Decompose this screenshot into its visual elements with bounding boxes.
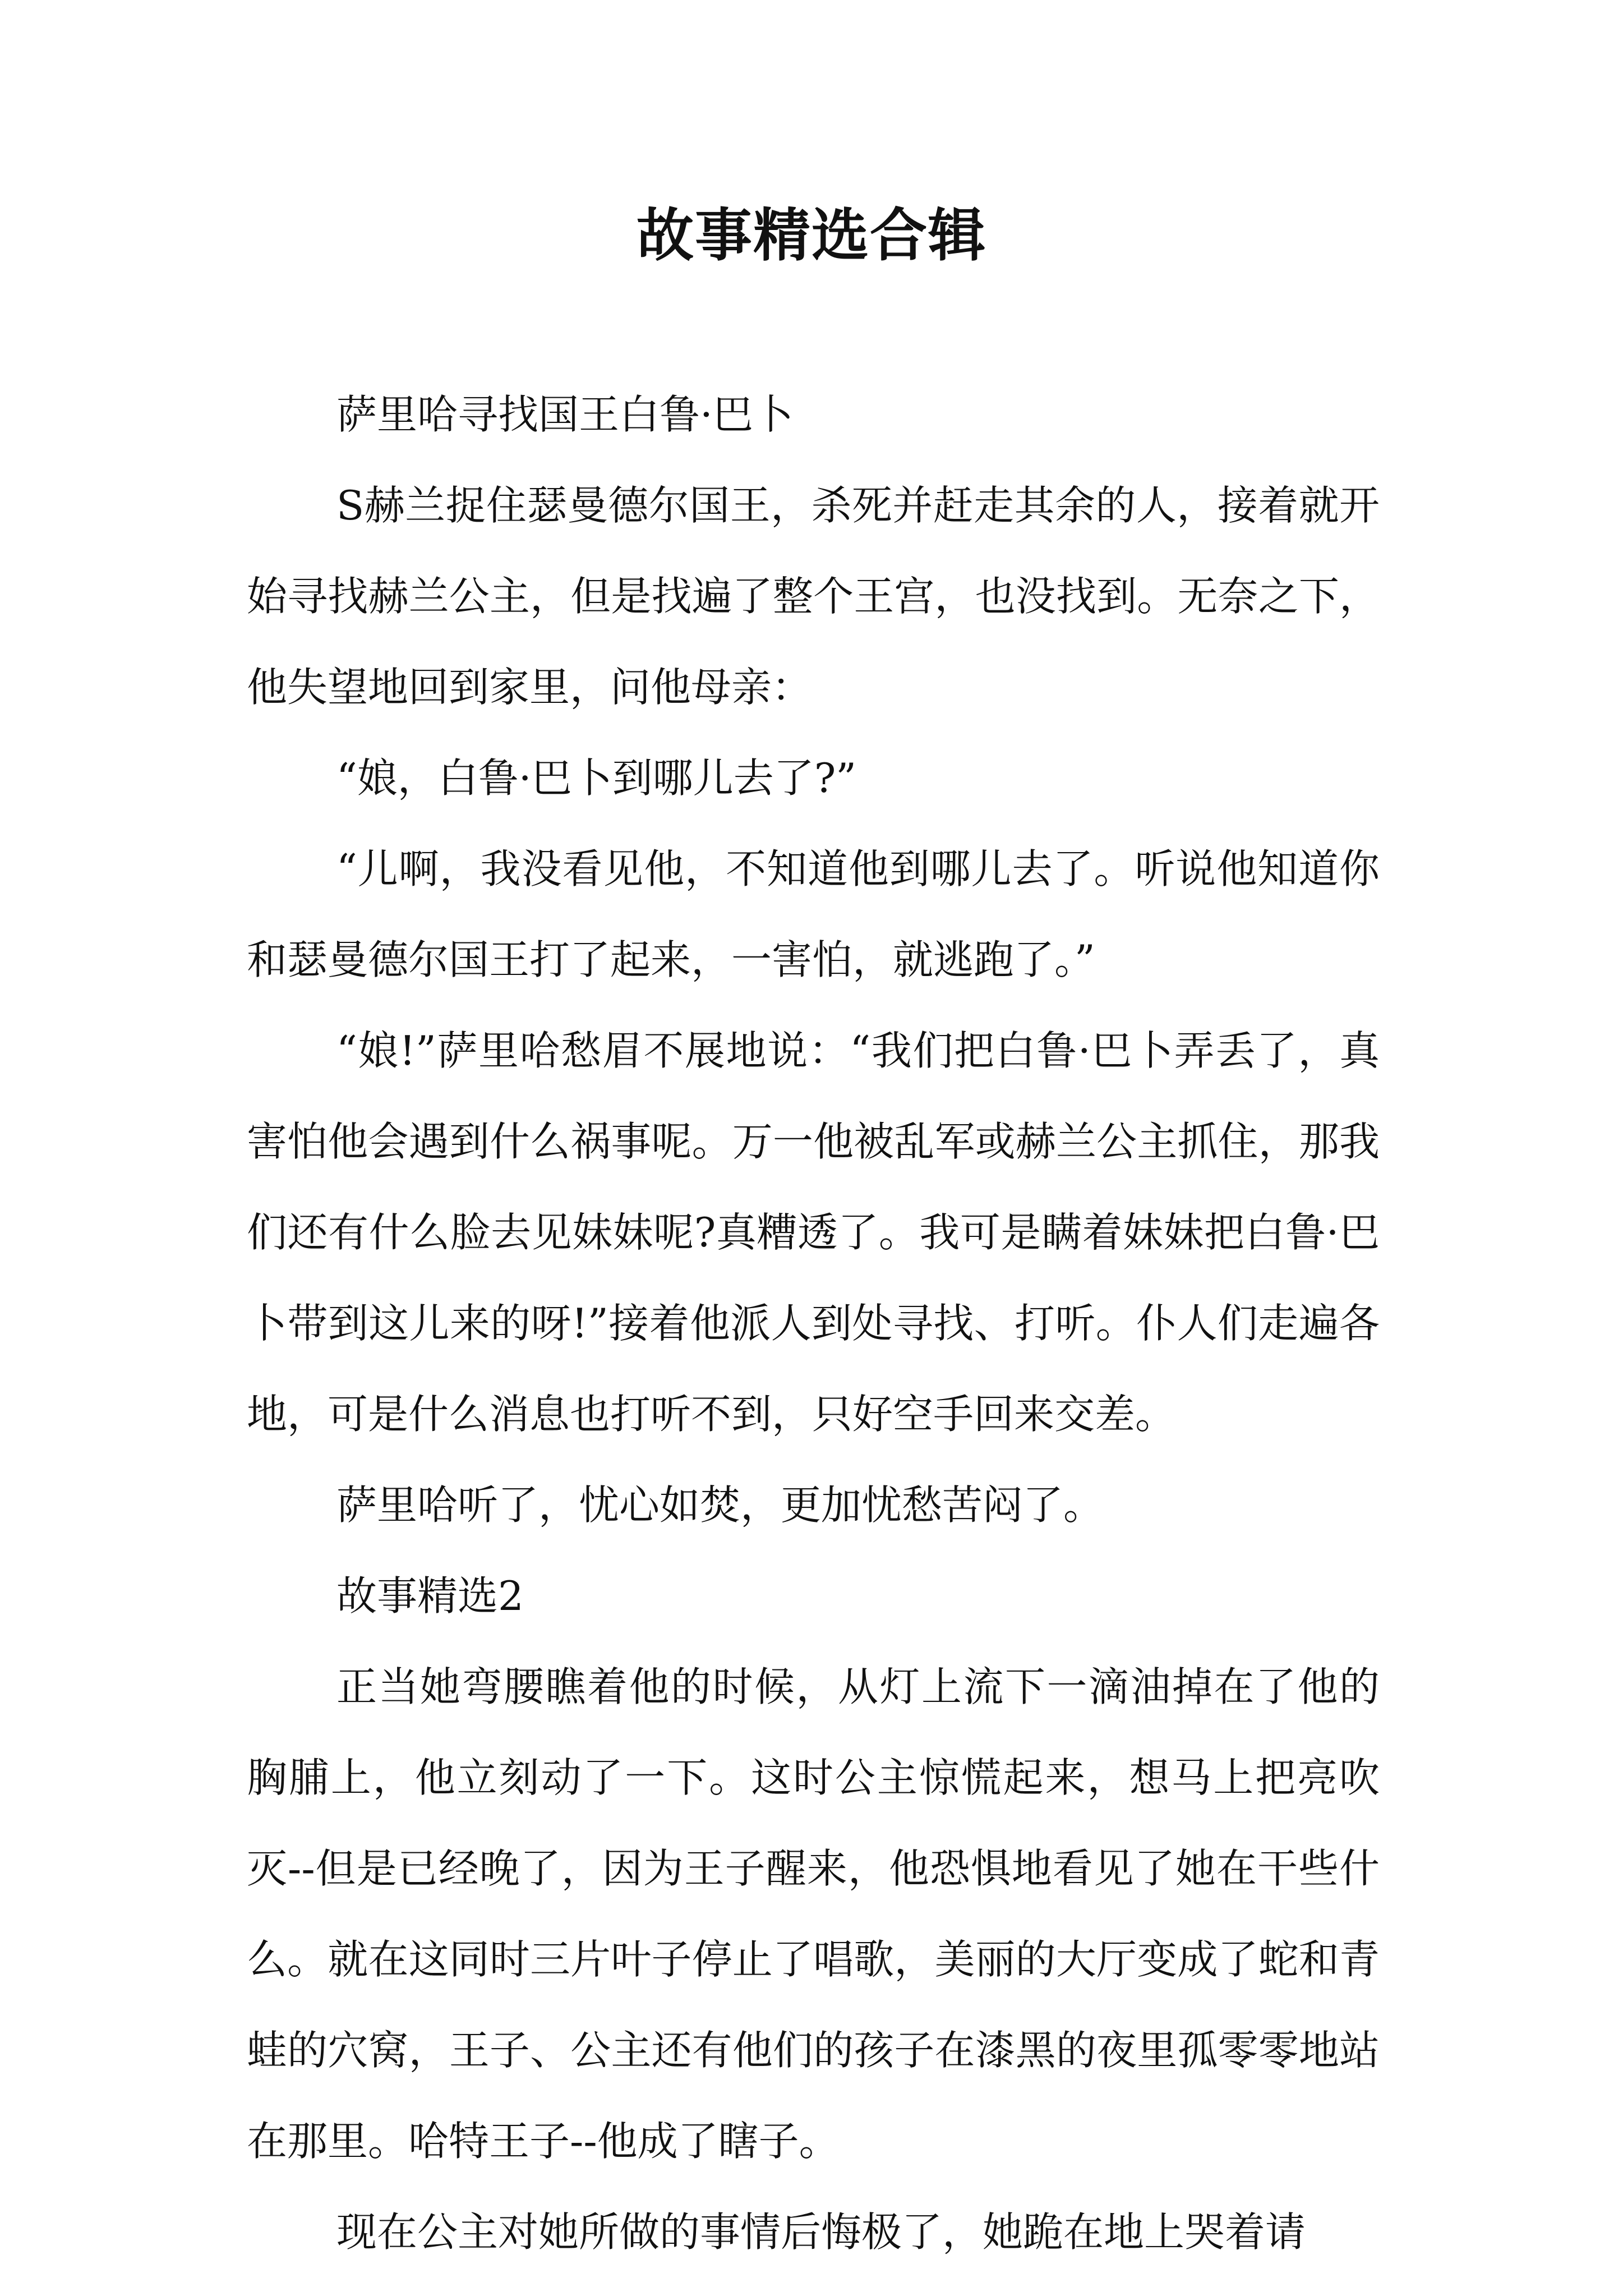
paragraph-heading-2: 故事精选2 [336,1572,524,1619]
paragraph-dialogue: “儿啊，我没看见他，不知道他到哪儿去了。听说他知道你和瑟曼德尔国王打了起来，一害怕，就逃跑了。” [247,845,1380,983]
paragraph: 现在公主对她所做的事情后悔极了，她跪在地上哭着请 [336,2208,1306,2256]
document-body [247,369,1380,2277]
paragraph: 正当她弯腰瞧着他的时候，从灯上流下一滴油掉在了他的胸脯上，他立刻动了一下。这时公主惊慌起来，想马上把亮吹灭--但是已经晚了，因为王子醒来，他恐惧地看见了她在干些什么。就在这同时三片叶子停止了唱歌，美丽的大厅变成了蛇和青蛙的穴窝，王子、公主还有他们的孩子在漆黑的夜里孤零零地站在那里。哈特王子--他成了瞎子。 [247,1663,1380,2165]
paragraph: 萨里哈听了，忧心如焚，更加忧愁苦闷了。 [336,1481,1104,1529]
paragraph-dialogue: “娘，白鲁·巴卜到哪儿去了?” [336,754,857,802]
paragraph: S赫兰捉住瑟曼德尔国王，杀死并赶走其余的人，接着就开始寻找赫兰公主，但是找遍了整个王宫，也没找到。无奈之下，他失望地回到家里，问他母亲： [247,482,1380,711]
paragraph-dialogue: “娘!”萨里哈愁眉不展地说：“我们把白鲁·巴卜弄丢了，真害怕他会遇到什么祸事呢。万一他被乱军或赫兰公主抓住，那我们还有什么脸去见妹妹呢?真糟透了。我可是瞒着妹妹把白鲁·巴卜带到这儿来的呀!”接着他派人到处寻找、打听。仆人们走遍各地，可是什么消息也打听不到，只好空手回来交差。 [247,1027,1380,1438]
paragraph-heading-1: 萨里哈寻找国王白鲁·巴卜 [336,391,794,438]
document-title: 故事精选合辑 [637,202,986,269]
